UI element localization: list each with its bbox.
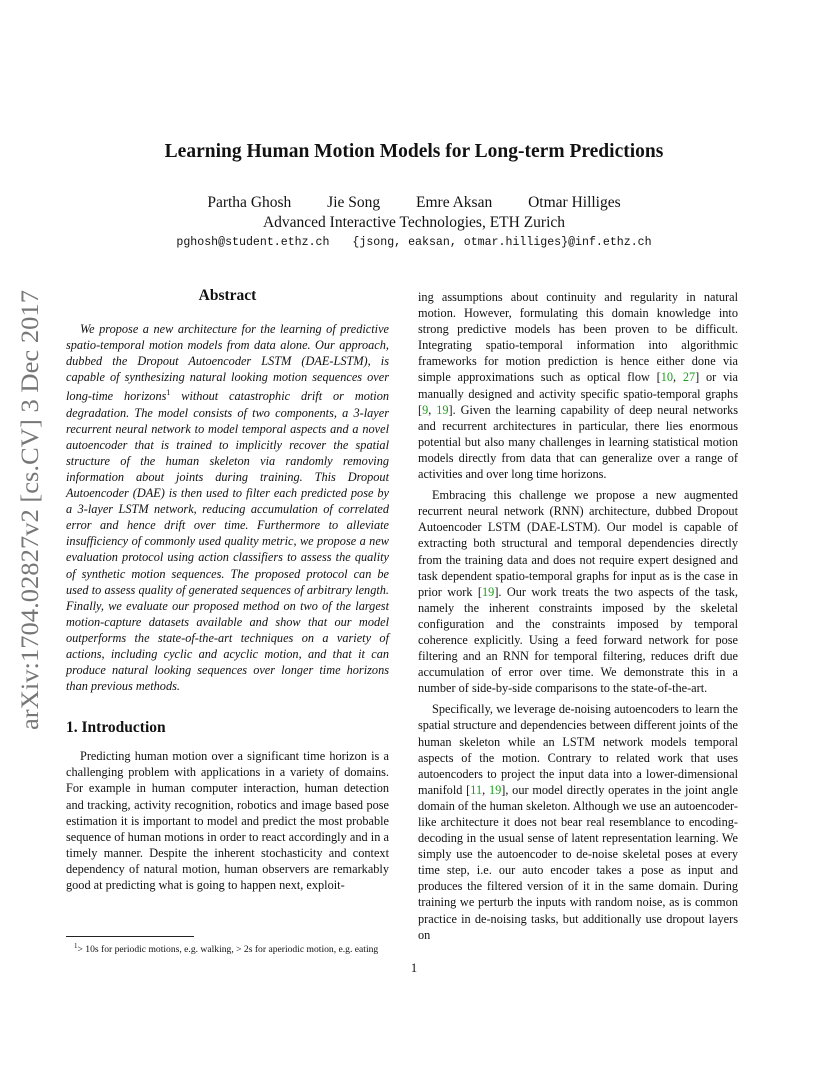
body-paragraph bbox=[418, 487, 738, 696]
text-run: , bbox=[673, 370, 683, 385]
text-run: Specifically, we leverage de-noising autoencoders to learn the spatial structure and dependencies between different joints of the human skeleton while an LSTM network models temporal aspects of the motion. Contrary to related work that uses autoencoders to project the input data into a lower-dimensional manifold [ bbox=[418, 702, 738, 797]
body-paragraph bbox=[418, 701, 738, 942]
citation-link[interactable]: 9 bbox=[422, 402, 429, 417]
author-name: Otmar Hilliges bbox=[528, 194, 621, 211]
author-name: Emre Aksan bbox=[416, 194, 493, 211]
footnote-number: 1 bbox=[74, 942, 78, 950]
citation-link[interactable]: 19 bbox=[482, 584, 495, 599]
right-column bbox=[418, 289, 738, 943]
abstract-heading: Abstract bbox=[198, 287, 257, 304]
arxiv-identifier bbox=[8, 290, 48, 730]
text-run: Embracing this challenge we propose a new augmented recurrent neural network (RNN) architecture, dubbed Dropout Autoencoder LSTM (DAE-LSTM). Our model is capable of extracting both structural and temporal dependencies directly from the training data and does not require expert designed and task dependent spatio-temporal graphs for input as is the case in prior work [ bbox=[418, 488, 738, 599]
text-run: ]. Our work treats the two aspects of the task, namely the inherent constraints imposed by the skeletal configuration and the constraints imposed by temporal coherence explicitly. Using a feed forward network for pose filtering and an RNN for temporal filtering, reduces drift due accumulation of error over time. We demonstrate this in a number of side-by-side comparisons to the state-of-the-art. bbox=[418, 584, 738, 696]
email-list bbox=[60, 236, 768, 249]
body-paragraph bbox=[418, 289, 738, 482]
footnote-text: > 10s for periodic motions, e.g. walking, > 2s for aperiodic motion, e.g. eating bbox=[77, 944, 379, 956]
citation-link[interactable]: 19 bbox=[436, 402, 449, 417]
intro-paragraph: Predicting human motion over a significant time horizon is a challenging problem with applications in a variety of domains. For example in human computer interaction, human detection and tracking, activity recognition, robotics and image based pose estimation it is important to model and predict the most probable sequence of human motions in order to react accordingly and in a timely manner. Despite the inherent stochasticity and context dependency of natural motion, human observers are remarkably good at predicting what is going to happen next, exploit- bbox=[66, 749, 389, 892]
text-run: ing assumptions about continuity and regularity in natural motion. However, formulating this domain knowledge into strong predictive models has been proven to be difficult. Integrating spatio-temporal information into algorithmic frameworks for motion prediction is hence either done via simple approximations such as optical flow [ bbox=[418, 290, 738, 385]
footnote-marker[interactable]: 1 bbox=[166, 388, 171, 398]
section-heading: 1. Introduction bbox=[66, 719, 166, 737]
citation-link[interactable]: 27 bbox=[682, 370, 696, 385]
abstract-text-part: without catastrophic drift or motion degradation. The model consists of two components, a 3-layer recurrent neural network to model temporal aspects and a novel autoencoder that is trained to implicitly recover the spatial structure of the human skeleton via randomly removing information about joints during training. This Dropout Autoencoder (DAE) is then used to filter each predicted pose by a 3-layer LSTM network, reducing accumulation of correlated error and hence drift over time. Furthermore to alleviate insufficiency of commonly used quality metric, we propose a new evaluation protocol using action classifiers to assess the quality of synthetic motion sequences. The proposed protocol can be used to assess quality of generated sequences of arbitrary length. Finally, we evaluate our proposed method on two of the largest motion-capture datasets available and show that our model outperforms the state-of-the-art techniques on a variety of actions, including cyclic and acyclic motion, and that it can produce natural looking sequences over longer time horizons than previous methods. bbox=[66, 389, 389, 694]
citation-link[interactable]: 11 bbox=[470, 782, 483, 797]
arxiv-identifier-text: arXiv:1704.02827v2 [cs.CV] 3 Dec 2017 bbox=[17, 316, 44, 730]
footnote-rule bbox=[66, 936, 194, 937]
paper-title: Learning Human Motion Models for Long-term Predictions bbox=[164, 141, 664, 162]
affiliation: Advanced Interactive Technologies, ETH Zurich bbox=[262, 214, 566, 231]
text-run: ]. Given the learning capability of deep neural networks and recurrent architectures in particular, there lies enormous potential but also many challenges in learning statistical motion models directly from data that can generalize over a range of activities and over long time horizons. bbox=[418, 402, 739, 482]
author-name: Partha Ghosh bbox=[207, 194, 292, 211]
text-run: , bbox=[482, 782, 489, 797]
page-number: 1 bbox=[410, 961, 418, 975]
text-run: ] or via manually designed and activity specific spatio-temporal graphs [ bbox=[418, 370, 738, 417]
footnote bbox=[66, 940, 389, 957]
left-column bbox=[66, 287, 389, 893]
citation-link[interactable]: 19 bbox=[488, 782, 502, 797]
text-run: , bbox=[428, 402, 437, 417]
abstract-text-part: We propose a new architecture for the learning of predictive spatio-temporal motion models from data alone. Our approach, dubbed the Dropout Autoencoder LSTM (DAE-LSTM), is capable of synthesizing natural looking motion sequences over long-time horizons bbox=[66, 322, 389, 404]
citation-link[interactable]: 10 bbox=[660, 370, 673, 385]
author-list bbox=[60, 194, 768, 212]
email-address[interactable]: {jsong, eaksan, otmar.hilliges}@inf.ethz.ch bbox=[352, 236, 652, 249]
abstract-text bbox=[66, 321, 389, 694]
email-address[interactable]: pghosh@student.ethz.ch bbox=[176, 236, 330, 249]
author-name: Jie Song bbox=[327, 194, 381, 211]
text-run: ], our model directly operates in the joint angle domain of the human skeleton. Although we use an autoencoder-like architecture it does not bear real resemblance to encoding-decoding in the usual sense of latent representation learning. We simply use the autoencoder to de-noise skeletal poses at every time step, i.e. our auto encoder takes a pose as input and produces the filtered version of it in the same domain. During training we perturb the inputs with random noise, as is common practice in de-noising tasks, but additionally use dropout layers on bbox=[418, 782, 738, 942]
